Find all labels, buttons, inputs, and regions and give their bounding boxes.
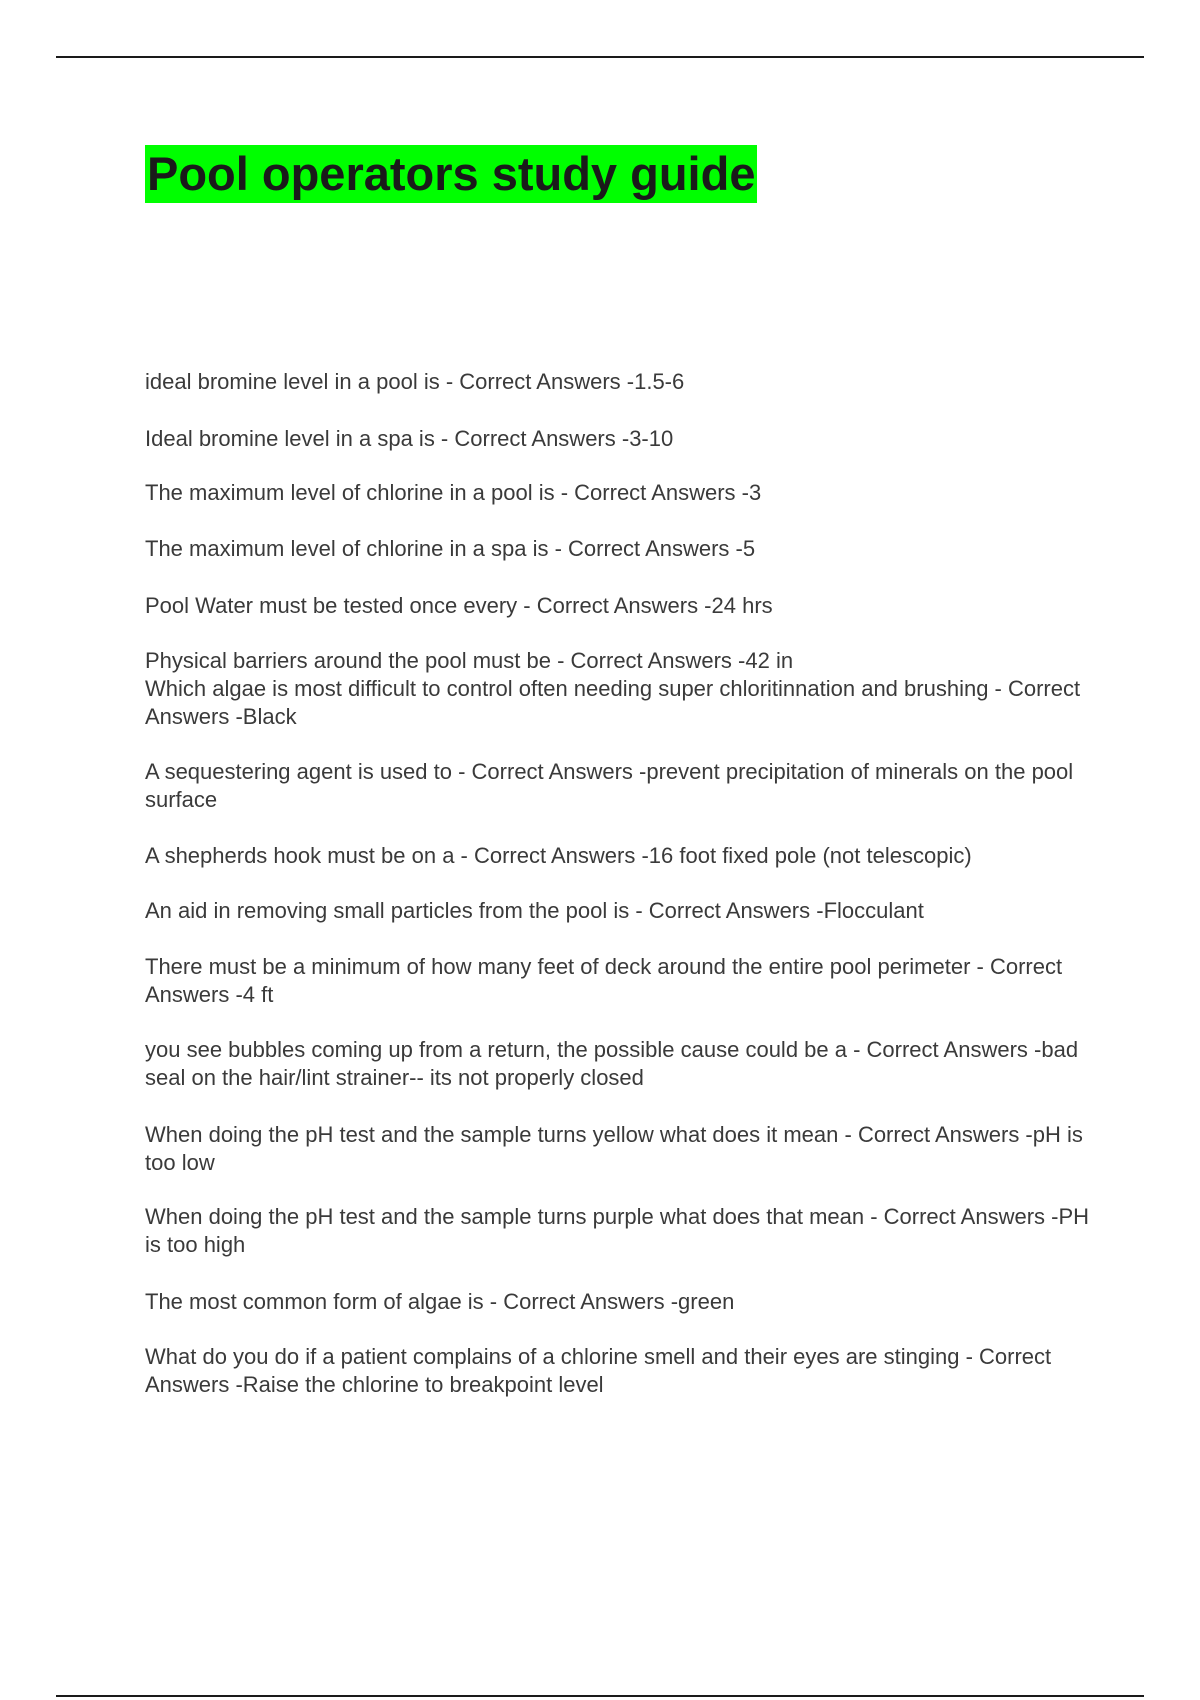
- qa-item: The most common form of algae is - Correct Answers -green: [145, 1289, 735, 1314]
- qa-item: An aid in removing small particles from the pool is - Correct Answers -Flocculant: [145, 898, 924, 923]
- qa-item: What do you do if a patient complains of a chlorine smell and their eyes are stinging - Correct Answers -Raise the chlorine to breakpoint level: [145, 1344, 1052, 1397]
- qa-item: you see bubbles coming up from a return, the possible cause could be a - Correct Answers -bad seal on the hair/lint strainer-- its not properly closed: [145, 1037, 1079, 1090]
- qa-item: Physical barriers around the pool must be - Correct Answers -42 in: [145, 648, 794, 673]
- title-block: [145, 145, 757, 203]
- qa-item: Pool Water must be tested once every - Correct Answers -24 hrs: [145, 593, 773, 618]
- qa-item: When doing the pH test and the sample turns purple what does that mean - Correct Answers -PH is too high: [145, 1204, 1090, 1257]
- qa-item: A shepherds hook must be on a - Correct Answers -16 foot fixed pole (not telescopic): [145, 843, 972, 868]
- qa-item: A sequestering agent is used to - Correct Answers -prevent precipitation of minerals on the pool surface: [145, 759, 1074, 812]
- qa-item: The maximum level of chlorine in a spa is - Correct Answers -5: [145, 536, 756, 561]
- qa-item: When doing the pH test and the sample turns yellow what does it mean - Correct Answers -pH is too low: [145, 1122, 1083, 1175]
- qa-item: The maximum level of chlorine in a pool is - Correct Answers -3: [145, 480, 762, 505]
- qa-item: Ideal bromine level in a spa is - Correct Answers -3-10: [145, 426, 674, 451]
- qa-item: There must be a minimum of how many feet of deck around the entire pool perimeter - Correct Answers -4 ft: [145, 954, 1063, 1007]
- document-title: Pool operators study guide: [145, 145, 757, 203]
- qa-item: ideal bromine level in a pool is - Correct Answers -1.5-6: [145, 369, 685, 394]
- footer-divider: [56, 1695, 1144, 1697]
- header-divider: [56, 56, 1144, 58]
- qa-item: Which algae is most difficult to control often needing super chloritinnation and brushing - Correct Answers -Black: [145, 676, 1081, 729]
